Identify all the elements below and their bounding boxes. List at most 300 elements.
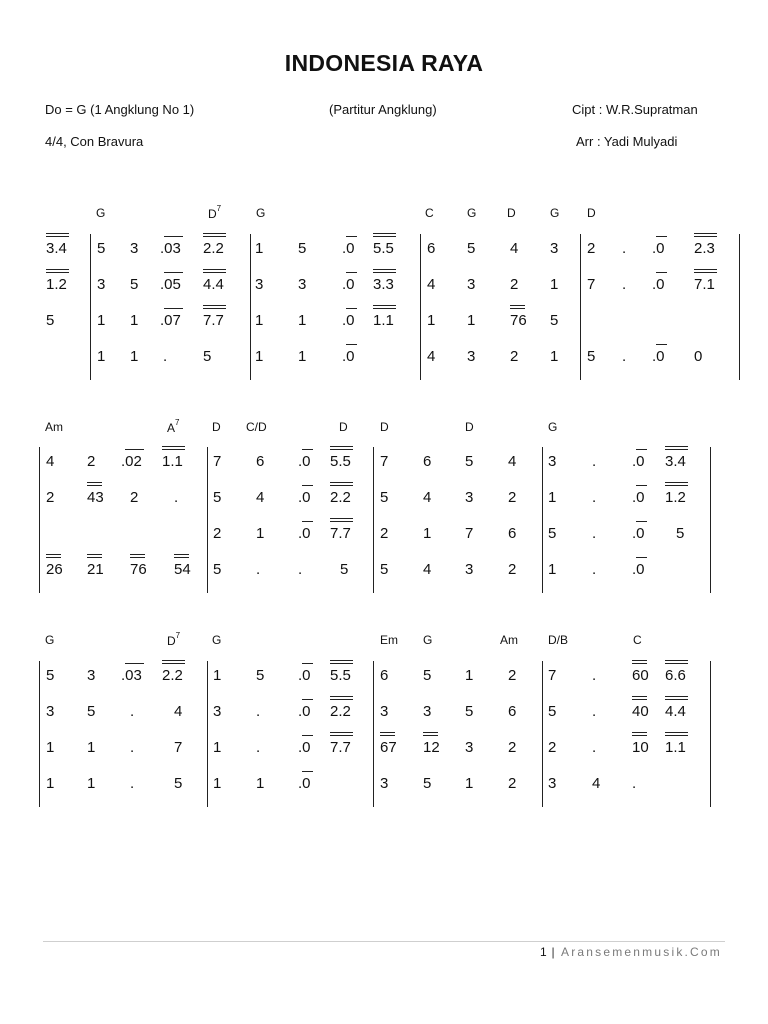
note-value: 2.2: [330, 489, 351, 506]
note-value: 1: [423, 525, 432, 542]
note-value: 4: [427, 276, 436, 293]
note-value: 3: [46, 703, 55, 720]
note-value: 1: [427, 312, 436, 329]
note-value: 5: [174, 775, 183, 792]
beam-line: [174, 557, 189, 558]
beam-line: [665, 446, 688, 447]
chord-symbol: D/B: [548, 633, 569, 647]
chord-symbol: $D^7$: [208, 204, 222, 221]
note-value: 6: [508, 703, 517, 720]
bar-line: [207, 661, 208, 807]
beam-line: [665, 482, 688, 483]
composer: Cipt : W.R.Supratman: [572, 102, 698, 117]
note-value: 1: [548, 561, 557, 578]
note-value: .0: [652, 348, 665, 365]
beam-line: [656, 272, 667, 273]
beam-line: [665, 735, 688, 736]
note-value: .0: [342, 276, 355, 293]
chord-symbol: G: [96, 206, 106, 220]
note-value: 1: [130, 348, 139, 365]
note-value: .0: [298, 489, 311, 506]
beam-line: [636, 521, 647, 522]
note-value: 4.4: [203, 276, 224, 293]
note-value: .0: [298, 775, 311, 792]
note-value: 3: [380, 703, 389, 720]
note-value: 2: [548, 739, 557, 756]
beam-line: [632, 732, 647, 733]
beam-line: [46, 236, 69, 237]
note-value: 43: [87, 489, 104, 506]
beam-line: [665, 660, 688, 661]
note-value: 4: [510, 240, 519, 257]
tempo-marking: 4/4, Con Bravura: [45, 134, 144, 149]
beam-line: [665, 485, 688, 486]
bar-line: [542, 661, 543, 807]
chord-superscript: 7: [175, 631, 181, 640]
beam-line: [373, 233, 396, 234]
chord-symbol: G: [45, 633, 55, 647]
beam-line: [330, 660, 353, 661]
beam-line: [346, 344, 357, 345]
note-value: .0: [342, 348, 355, 365]
beam-line: [330, 482, 353, 483]
score-type: (Partitur Angklung): [329, 102, 437, 117]
beam-line: [632, 660, 647, 661]
note-value: 5: [380, 561, 389, 578]
beam-line: [510, 305, 525, 306]
note-value: 5: [256, 667, 265, 684]
note-value: .: [622, 348, 627, 365]
note-value: 4: [508, 453, 517, 470]
note-value: .0: [632, 561, 645, 578]
note-value: 5: [423, 667, 432, 684]
beam-line: [203, 236, 226, 237]
note-value: 1: [87, 775, 96, 792]
beam-line: [330, 446, 353, 447]
chord-symbol: D: [587, 206, 596, 220]
beam-line: [203, 308, 226, 309]
note-value: .07: [160, 312, 181, 329]
note-value: 1: [467, 312, 476, 329]
note-value: 2: [510, 276, 519, 293]
beam-line: [636, 485, 647, 486]
chord-symbol: D: [465, 420, 474, 434]
beam-line: [346, 308, 357, 309]
note-value: 2: [46, 489, 55, 506]
note-value: 76: [510, 312, 527, 329]
note-value: 12: [423, 739, 440, 756]
beam-line: [302, 735, 313, 736]
beam-line: [164, 272, 183, 273]
note-value: 2: [510, 348, 519, 365]
note-value: 3: [548, 453, 557, 470]
note-value: 6: [380, 667, 389, 684]
note-value: 1: [256, 525, 265, 542]
chord-symbol: $D^7$: [167, 631, 181, 648]
note-value: 5: [46, 312, 55, 329]
chord-symbol: G: [423, 633, 433, 647]
beam-line: [380, 732, 395, 733]
note-value: 1: [213, 775, 222, 792]
note-value: 1: [255, 240, 264, 257]
note-value: 6.6: [665, 667, 686, 684]
note-value: 5: [130, 276, 139, 293]
beam-line: [665, 732, 688, 733]
note-value: 1.2: [46, 276, 67, 293]
beam-line: [162, 663, 185, 664]
note-value: 4: [423, 489, 432, 506]
chord-superscript: 7: [175, 418, 180, 427]
note-value: 7: [213, 453, 222, 470]
beam-line: [330, 735, 353, 736]
beam-line: [423, 735, 438, 736]
chord-symbol: D: [507, 206, 516, 220]
note-value: 5: [87, 703, 96, 720]
note-value: 1: [465, 667, 474, 684]
note-value: 5: [550, 312, 559, 329]
note-value: 1: [298, 348, 307, 365]
chord-symbol: D: [339, 420, 348, 434]
bar-line: [580, 234, 581, 380]
note-value: 5: [465, 453, 474, 470]
note-value: 2: [213, 525, 222, 542]
page-number: 1: [540, 945, 547, 959]
footer-divider: [43, 941, 725, 942]
note-value: .: [130, 775, 135, 792]
bar-line: [90, 234, 91, 380]
note-value: 5: [423, 775, 432, 792]
arranger: Arr : Yadi Mulyadi: [576, 134, 678, 149]
beam-line: [203, 269, 226, 270]
beam-line: [162, 446, 185, 447]
beam-line: [380, 735, 395, 736]
note-value: 1: [87, 739, 96, 756]
note-value: .: [130, 739, 135, 756]
note-value: 1.1: [162, 453, 183, 470]
note-value: 7.1: [694, 276, 715, 293]
beam-line: [87, 482, 102, 483]
note-value: .: [592, 739, 597, 756]
note-value: 3: [465, 561, 474, 578]
note-value: 2: [508, 775, 517, 792]
note-value: 7.7: [330, 739, 351, 756]
beam-line: [125, 663, 144, 664]
beam-line: [694, 236, 717, 237]
note-value: 3: [130, 240, 139, 257]
bar-line: [710, 447, 711, 593]
chord-symbol: G: [467, 206, 477, 220]
note-value: .: [298, 561, 303, 578]
footer-site: Aransemenmusik.Com: [561, 945, 722, 959]
note-value: 5.5: [330, 453, 351, 470]
beam-line: [87, 554, 102, 555]
beam-line: [302, 699, 313, 700]
note-value: 4: [46, 453, 55, 470]
page-footer: [540, 945, 722, 959]
beam-line: [87, 557, 102, 558]
beam-line: [373, 236, 396, 237]
note-value: 1: [97, 348, 106, 365]
chord-symbol: Am: [500, 633, 518, 647]
bar-line: [373, 447, 374, 593]
beam-line: [346, 272, 357, 273]
beam-line: [203, 305, 226, 306]
chord-symbol: G: [548, 420, 558, 434]
note-value: 76: [130, 561, 147, 578]
chord-symbol: C: [425, 206, 434, 220]
beam-line: [632, 696, 647, 697]
note-value: 1.2: [665, 489, 686, 506]
beam-line: [46, 554, 61, 555]
beam-line: [636, 449, 647, 450]
note-value: 3: [423, 703, 432, 720]
note-value: 1: [550, 276, 559, 293]
beam-line: [665, 696, 688, 697]
beam-line: [694, 272, 717, 273]
beam-line: [694, 233, 717, 234]
beam-line: [302, 449, 313, 450]
note-value: 2: [87, 453, 96, 470]
chord-symbol: D: [212, 420, 221, 434]
footer-separator: |: [551, 945, 557, 959]
beam-line: [330, 696, 353, 697]
note-value: .03: [160, 240, 181, 257]
note-value: .0: [632, 453, 645, 470]
note-value: 6: [427, 240, 436, 257]
note-value: 2: [380, 525, 389, 542]
note-value: .03: [121, 667, 142, 684]
note-value: 3: [380, 775, 389, 792]
note-value: 3: [467, 348, 476, 365]
note-value: 7: [587, 276, 596, 293]
note-value: 4: [423, 561, 432, 578]
note-value: 3: [465, 489, 474, 506]
note-value: 21: [87, 561, 104, 578]
note-value: 1: [548, 489, 557, 506]
beam-line: [510, 308, 525, 309]
note-value: 1: [46, 775, 55, 792]
chord-symbol: G: [256, 206, 266, 220]
beam-line: [373, 272, 396, 273]
note-value: .: [622, 240, 627, 257]
beam-line: [330, 521, 353, 522]
chord-symbol: $A^7$: [167, 418, 180, 435]
note-value: .: [174, 489, 179, 506]
beam-line: [694, 269, 717, 270]
note-value: 5: [548, 703, 557, 720]
note-value: .: [130, 703, 135, 720]
beam-line: [632, 663, 647, 664]
beam-line: [330, 518, 353, 519]
note-value: 2: [508, 667, 517, 684]
note-value: 5: [380, 489, 389, 506]
beam-line: [373, 308, 396, 309]
bar-line: [373, 661, 374, 807]
beam-line: [632, 735, 647, 736]
chord-symbol: G: [550, 206, 560, 220]
note-value: 3: [213, 703, 222, 720]
note-value: 1.1: [665, 739, 686, 756]
note-value: 2: [508, 561, 517, 578]
note-value: 2.2: [203, 240, 224, 257]
note-value: 4.4: [665, 703, 686, 720]
beam-line: [164, 236, 183, 237]
beam-line: [330, 485, 353, 486]
note-value: 40: [632, 703, 649, 720]
note-value: 1: [213, 667, 222, 684]
note-value: 60: [632, 667, 649, 684]
note-value: .0: [652, 240, 665, 257]
bar-line: [250, 234, 251, 380]
note-value: 1: [550, 348, 559, 365]
beam-line: [46, 557, 61, 558]
note-value: .0: [298, 667, 311, 684]
note-value: .02: [121, 453, 142, 470]
note-value: .0: [342, 240, 355, 257]
beam-line: [665, 449, 688, 450]
bar-line: [39, 661, 40, 807]
beam-line: [162, 660, 185, 661]
note-value: 2: [130, 489, 139, 506]
beam-line: [46, 269, 69, 270]
note-value: .0: [298, 703, 311, 720]
chord-symbol: G: [212, 633, 222, 647]
note-value: 3: [467, 276, 476, 293]
note-value: 1: [130, 312, 139, 329]
beam-line: [330, 449, 353, 450]
beam-line: [632, 699, 647, 700]
beam-line: [656, 344, 667, 345]
beam-line: [346, 236, 357, 237]
note-value: .0: [298, 739, 311, 756]
bar-line: [739, 234, 740, 380]
note-value: .: [592, 667, 597, 684]
note-value: 5: [676, 525, 685, 542]
note-value: 5: [587, 348, 596, 365]
beam-line: [302, 521, 313, 522]
note-value: 5: [465, 703, 474, 720]
bar-line: [710, 661, 711, 807]
beam-line: [665, 699, 688, 700]
note-value: .: [256, 739, 261, 756]
note-value: 7.7: [203, 312, 224, 329]
note-value: 4: [592, 775, 601, 792]
note-value: 3: [255, 276, 264, 293]
note-value: 1: [255, 348, 264, 365]
beam-line: [373, 269, 396, 270]
beam-line: [423, 732, 438, 733]
beam-line: [636, 557, 647, 558]
chord-symbol: Am: [45, 420, 63, 434]
note-value: 54: [174, 561, 191, 578]
note-value: 5: [467, 240, 476, 257]
note-value: 5: [213, 489, 222, 506]
beam-line: [330, 663, 353, 664]
beam-line: [330, 732, 353, 733]
note-value: 3: [97, 276, 106, 293]
note-value: 3: [298, 276, 307, 293]
note-value: 1: [256, 775, 265, 792]
bar-line: [207, 447, 208, 593]
note-value: 2.2: [162, 667, 183, 684]
note-value: .: [256, 703, 261, 720]
note-value: 3.4: [46, 240, 67, 257]
note-value: 5: [46, 667, 55, 684]
note-value: 2: [508, 739, 517, 756]
bar-line: [39, 447, 40, 593]
bar-line: [542, 447, 543, 593]
note-value: .: [592, 561, 597, 578]
note-value: 7: [380, 453, 389, 470]
page-title: INDONESIA RAYA: [284, 50, 484, 76]
beam-line: [302, 485, 313, 486]
note-value: 2.3: [694, 240, 715, 257]
beam-line: [130, 554, 145, 555]
note-value: 1: [298, 312, 307, 329]
beam-line: [46, 272, 69, 273]
note-value: 5: [203, 348, 212, 365]
note-value: 5.5: [373, 240, 394, 257]
note-value: 3.3: [373, 276, 394, 293]
note-value: 2: [587, 240, 596, 257]
beam-line: [302, 663, 313, 664]
note-value: .: [632, 775, 637, 792]
note-value: 3: [550, 240, 559, 257]
note-value: 1.1: [373, 312, 394, 329]
note-value: .: [163, 348, 168, 365]
key-signature: Do = G (1 Angklung No 1): [45, 102, 195, 117]
note-value: .: [622, 276, 627, 293]
note-value: .: [592, 525, 597, 542]
chord-superscript: 7: [216, 204, 222, 213]
note-value: 3: [465, 739, 474, 756]
note-value: 1: [46, 739, 55, 756]
beam-line: [174, 554, 189, 555]
note-value: 26: [46, 561, 63, 578]
note-value: 67: [380, 739, 397, 756]
chord-symbol: Em: [380, 633, 398, 647]
note-value: .0: [652, 276, 665, 293]
note-value: 3: [87, 667, 96, 684]
note-value: 5: [298, 240, 307, 257]
note-value: .: [592, 703, 597, 720]
note-value: 0: [694, 348, 703, 365]
note-value: 5: [548, 525, 557, 542]
note-value: .0: [298, 453, 311, 470]
note-value: .0: [632, 525, 645, 542]
note-value: 7: [174, 739, 183, 756]
note-value: .: [592, 453, 597, 470]
note-value: 7.7: [330, 525, 351, 542]
note-value: 6: [256, 453, 265, 470]
beam-line: [125, 449, 144, 450]
note-value: .0: [632, 489, 645, 506]
note-value: 7: [465, 525, 474, 542]
bar-line: [420, 234, 421, 380]
note-value: 6: [423, 453, 432, 470]
beam-line: [162, 449, 185, 450]
note-value: 3: [548, 775, 557, 792]
note-value: 4: [256, 489, 265, 506]
note-value: 5: [97, 240, 106, 257]
note-value: .0: [342, 312, 355, 329]
note-value: .0: [298, 525, 311, 542]
note-value: 6: [508, 525, 517, 542]
note-value: 10: [632, 739, 649, 756]
beam-line: [87, 485, 102, 486]
note-value: 2.2: [330, 703, 351, 720]
note-value: 3.4: [665, 453, 686, 470]
